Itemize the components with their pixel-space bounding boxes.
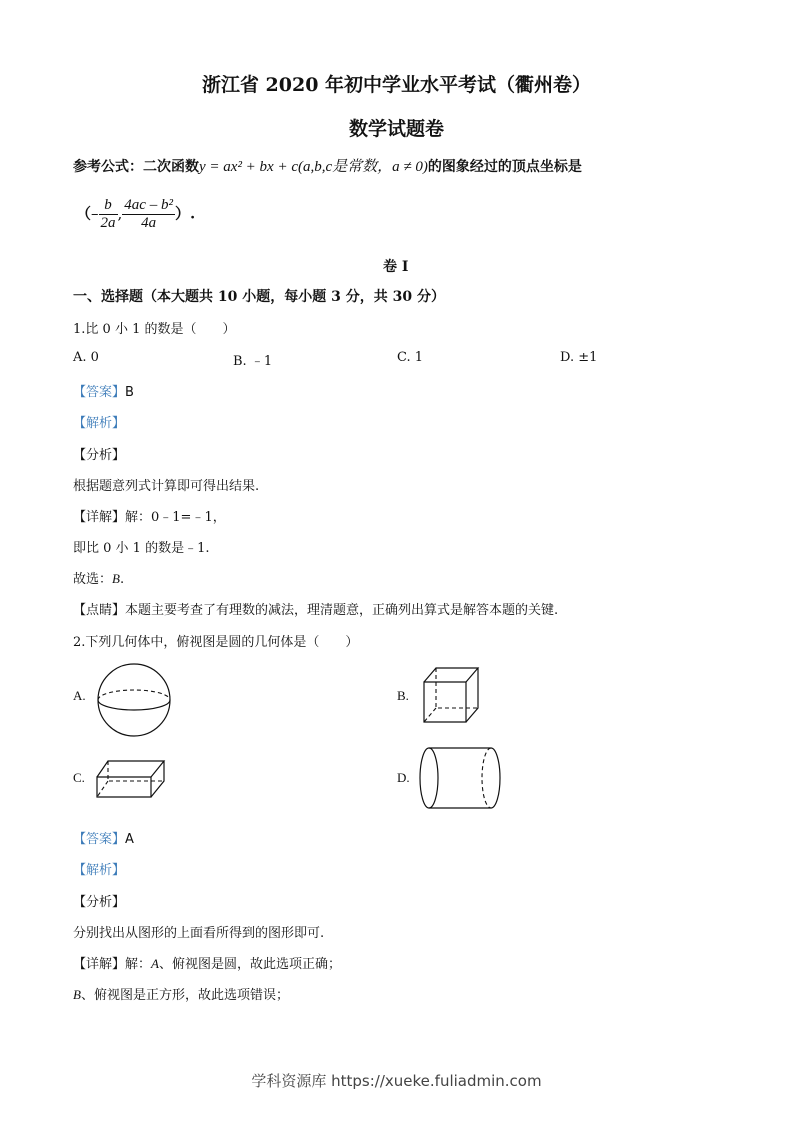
cuboid-figure <box>94 757 168 801</box>
formula-tail: 的图象经过的顶点坐标是 <box>427 159 582 175</box>
vertex-formula <box>76 197 195 232</box>
xiangjie-text: 、俯视图是圆，故此选项正确； <box>158 957 341 972</box>
q2-jiexi-tag: 【解析】 <box>73 863 126 878</box>
q2-b-line <box>73 984 289 1003</box>
formula-expression: y = ax² + bx + c(a,b,c是常数，a ≠ 0) <box>199 159 428 175</box>
sphere-figure <box>96 664 176 740</box>
q1-answer <box>73 381 134 400</box>
choose-prefix: 故选： <box>73 572 113 587</box>
b-letter: B <box>73 987 81 1002</box>
vertex-open-paren: （ <box>76 204 92 223</box>
xiangjie-letter: A <box>151 956 159 971</box>
q2-option-d-label: D. <box>397 770 410 785</box>
cylinder-figure <box>418 746 504 812</box>
vertex-close-paren: ）. <box>174 204 196 223</box>
vertex-fraction-2 <box>122 197 175 232</box>
q1-option-c: C. 1 <box>397 350 424 365</box>
vertex-fraction-1 <box>99 197 118 232</box>
xiangjie-tag: 【详解】 <box>73 957 126 972</box>
formula-lead: 参考公式：二次函数 <box>73 159 199 175</box>
dianjing-text: 本题主要考查了有理数的减法，理清题意，正确列出算式是解答本题的关键. <box>125 603 559 618</box>
question-1-stem: 1.比 0 小 1 的数是（ ） <box>73 322 236 337</box>
section-heading: 一、选择题（本大题共 10 小题，每小题 3 分，共 30 分） <box>73 289 445 305</box>
q2-fenxi-text: 分别找出从图形的上面看所得到的图形即可. <box>73 926 325 941</box>
q1-option-a: A. 0 <box>73 350 99 365</box>
q1-line2: 即比 0 小 1 的数是﹣1. <box>73 541 210 556</box>
fraction-numerator: b <box>99 197 118 215</box>
q2-option-b-label: B. <box>397 688 409 703</box>
answer-value: B <box>125 385 134 400</box>
volume-heading: 卷 I <box>383 259 409 275</box>
answer-value: A <box>125 832 134 847</box>
q1-choose <box>73 568 124 587</box>
q2-option-c-label: C. <box>73 770 85 785</box>
document-subtitle: 数学试题卷 <box>348 118 444 140</box>
q2-answer <box>73 828 134 847</box>
q1-option-d: D. ±1 <box>560 350 598 365</box>
formula-line <box>73 155 582 176</box>
choose-suffix: . <box>119 572 125 587</box>
xiangjie-text: 解：0﹣1=﹣1， <box>125 510 226 525</box>
fraction-denominator: 2a <box>100 215 116 231</box>
q1-dianjing <box>73 599 558 618</box>
q1-fenxi-tag: 【分析】 <box>73 448 126 463</box>
xiangjie-tag: 【详解】 <box>73 510 126 525</box>
fraction-denominator: 4a <box>141 215 157 231</box>
xiangjie-prefix: 解： <box>125 957 152 972</box>
q1-fenxi-text: 根据题意列式计算即可得出结果. <box>73 479 260 494</box>
q1-xiangjie <box>73 506 226 525</box>
dianjing-tag: 【点睛】 <box>73 603 126 618</box>
b-text: 、俯视图是正方形，故此选项错误； <box>80 988 289 1003</box>
q2-option-a-label: A. <box>73 688 86 703</box>
answer-tag: 【答案】 <box>73 832 126 847</box>
answer-tag: 【答案】 <box>73 385 126 400</box>
q1-option-b: B. ﹣1 <box>233 354 273 369</box>
fraction-numerator: 4ac – b² <box>124 197 173 213</box>
footer-watermark: 学科资源库 https://xueke.fuliadmin.com <box>251 1072 542 1090</box>
vertex-minus: – <box>91 204 99 223</box>
q2-fenxi-tag: 【分析】 <box>73 895 126 910</box>
cube-figure <box>420 664 482 726</box>
choose-value: B <box>112 571 120 586</box>
q1-jiexi-tag: 【解析】 <box>73 416 126 431</box>
vertex-comma: , <box>117 204 123 223</box>
question-2-stem: 2.下列几何体中，俯视图是圆的几何体是（ ） <box>73 635 359 650</box>
document-title: 浙江省 2020 年初中学业水平考试（衢州卷） <box>201 74 592 96</box>
q2-xiangjie <box>73 953 341 972</box>
